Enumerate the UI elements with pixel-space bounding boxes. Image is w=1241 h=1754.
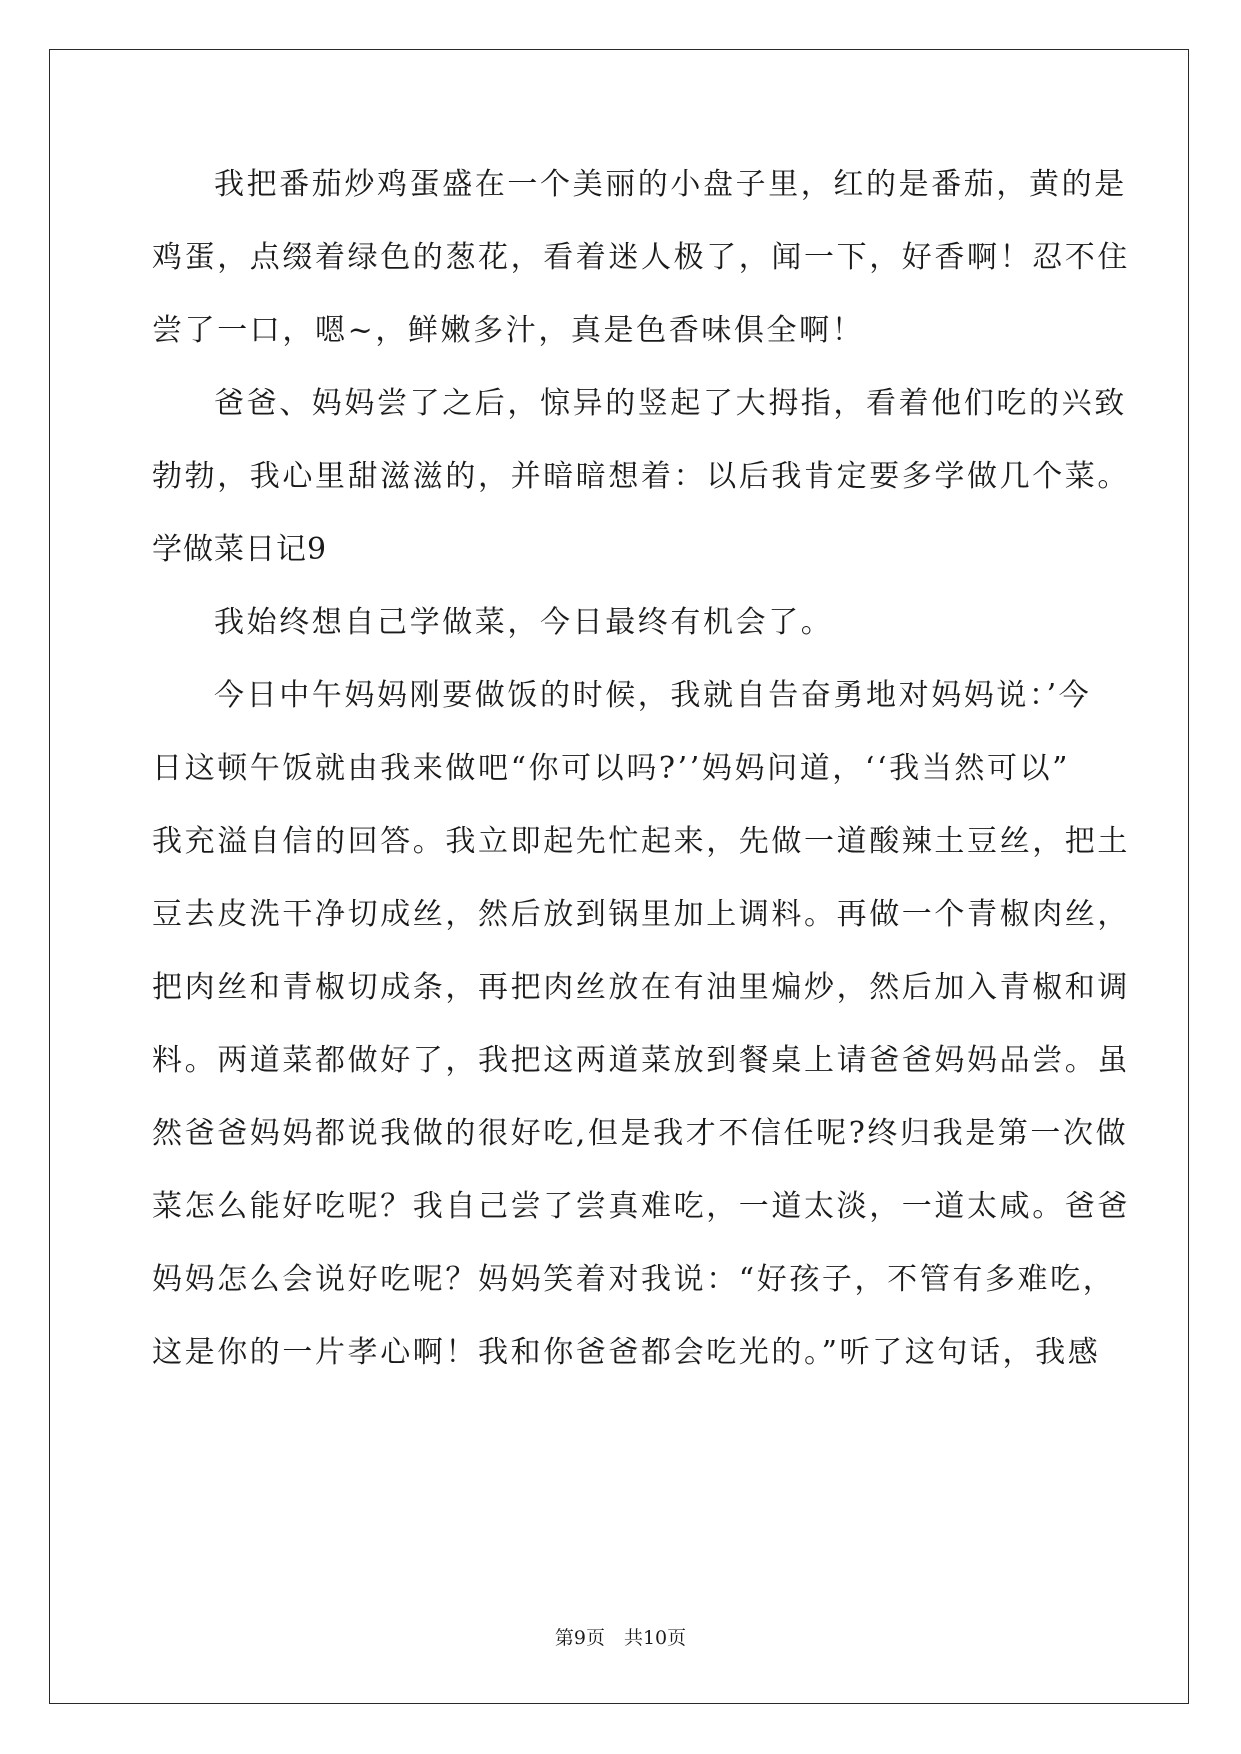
page-number-footer: 第9页 共10页 — [554, 1627, 687, 1649]
section-heading: 学做菜日记9 — [152, 532, 328, 567]
paragraph-line: 菜怎么能好吃呢？我自己尝了尝真难吃，一道太淡，一道太咸。爸爸 — [152, 1189, 1130, 1224]
paragraph-line: 豆去皮洗干净切成丝，然后放到锅里加上调料。再做一个青椒肉丝， — [152, 897, 1130, 932]
paragraph-line: 日这顿午饭就由我来做吧“你可以吗?’’妈妈问道，‘‘我当然可以” — [152, 751, 1071, 786]
paragraph-line: 料。两道菜都做好了，我把这两道菜放到餐桌上请爸爸妈妈品尝。虽 — [152, 1043, 1130, 1078]
paragraph-line: 勃勃，我心里甜滋滋的，并暗暗想着：以后我肯定要多学做几个菜。 — [152, 459, 1130, 494]
paragraph-line: 我把番茄炒鸡蛋盛在一个美丽的小盘子里，红的是番茄，黄的是 — [214, 167, 1127, 202]
paragraph-line: 爸爸、妈妈尝了之后，惊异的竖起了大拇指，看着他们吃的兴致 — [214, 386, 1127, 421]
paragraph-line: 尝了一口，嗯~，鲜嫩多汁，真是色香味俱全啊！ — [152, 313, 865, 348]
paragraph-line: 鸡蛋，点缀着绿色的葱花，看着迷人极了，闻一下，好香啊！忍不住 — [152, 240, 1130, 275]
paragraph-line: 今日中午妈妈刚要做饭的时候，我就自告奋勇地对妈妈说：’今 — [214, 678, 1092, 713]
paragraph-line: 我始终想自己学做菜，今日最终有机会了。 — [214, 605, 834, 640]
paragraph-line: 妈妈怎么会说好吃呢？妈妈笑着对我说：“好孩子，不管有多难吃， — [152, 1262, 1116, 1297]
paragraph-line: 然爸爸妈妈都说我做的很好吃,但是我才不信任呢?终归我是第一次做 — [152, 1116, 1129, 1151]
paragraph-line: 这是你的一片孝心啊！我和你爸爸都会吃光的。”听了这句话，我感 — [152, 1335, 1101, 1370]
paragraph-line: 我充溢自信的回答。我立即起先忙起来，先做一道酸辣土豆丝，把土 — [152, 824, 1130, 859]
paragraph-line: 把肉丝和青椒切成条，再把肉丝放在有油里煸炒，然后加入青椒和调 — [152, 970, 1130, 1005]
page-border — [49, 49, 1189, 1704]
